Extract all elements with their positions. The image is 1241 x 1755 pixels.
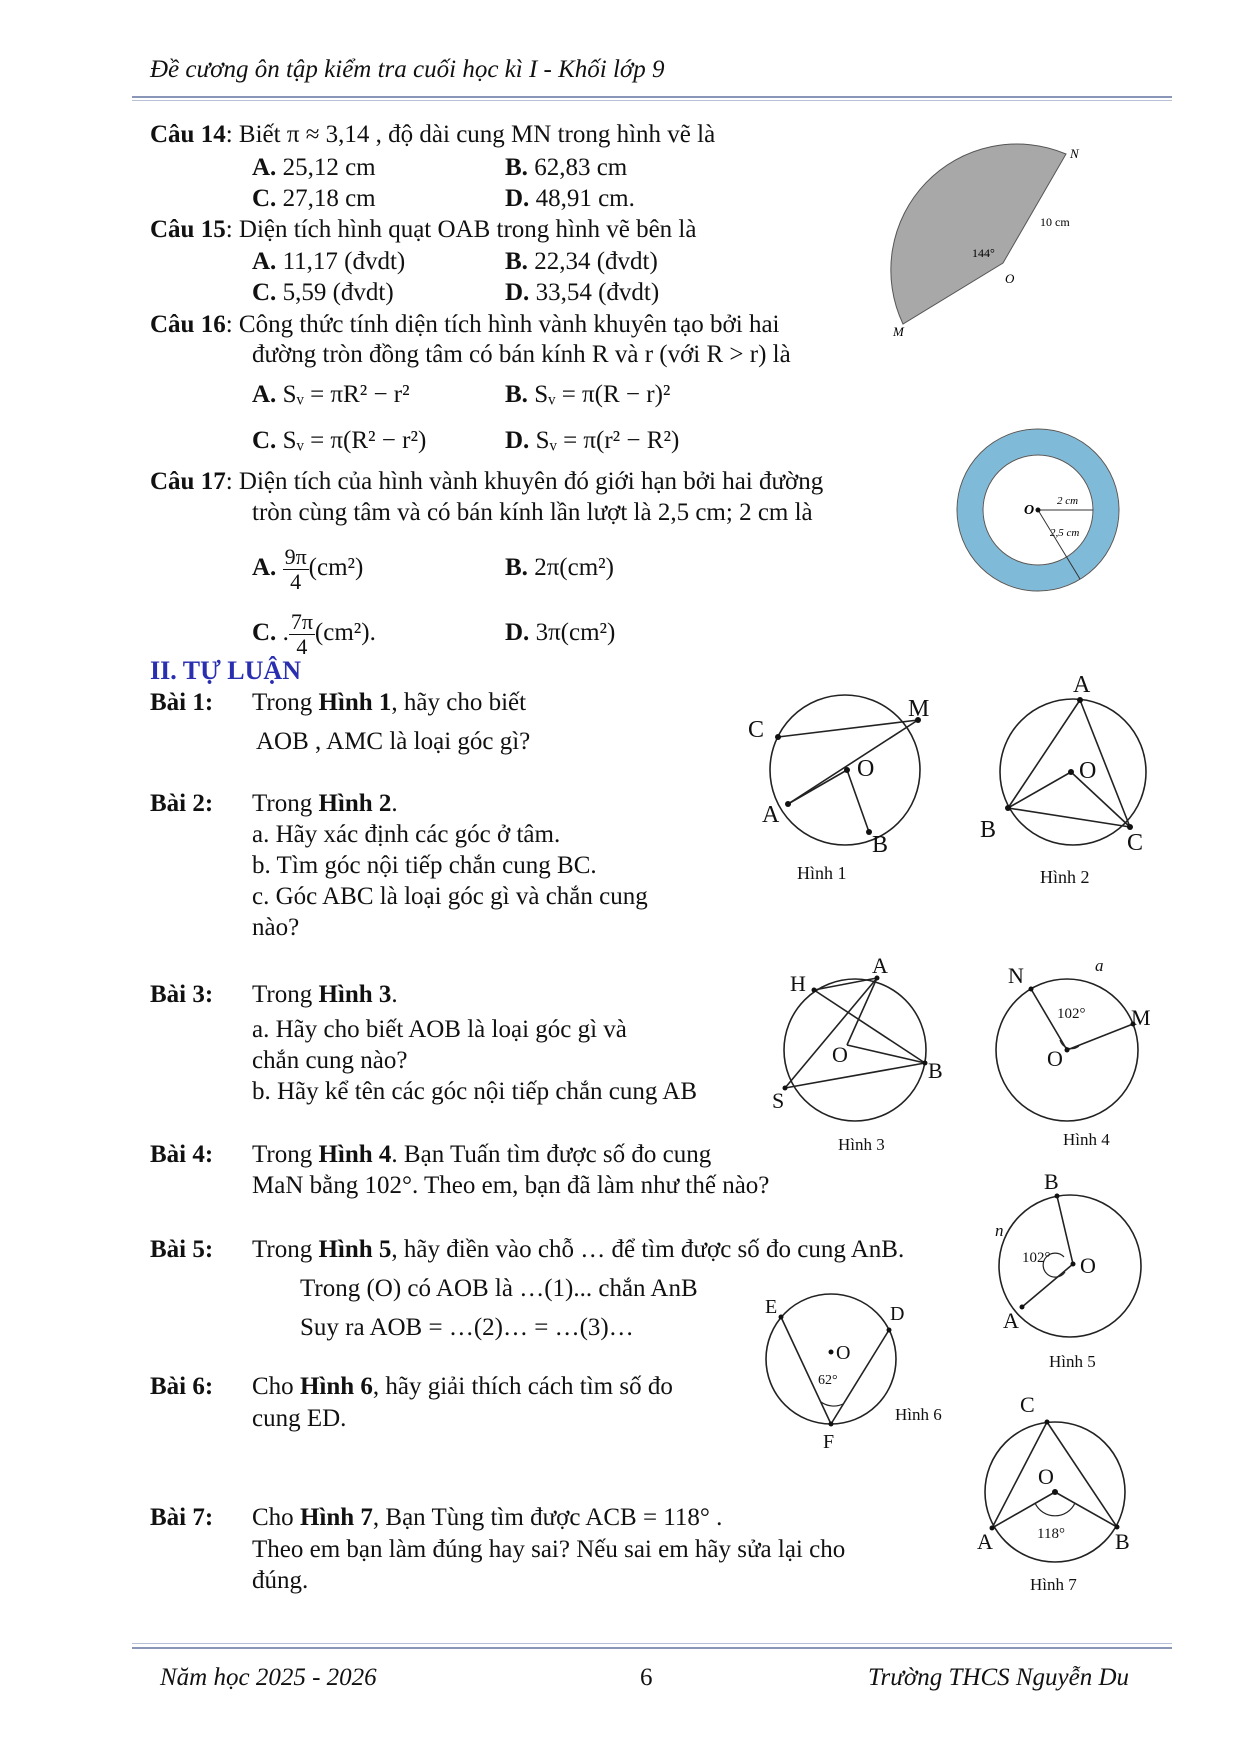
q14-option-c: C. 27,18 cm xyxy=(252,185,376,212)
h5-label-a: A xyxy=(1003,1308,1019,1333)
h1-label-m: M xyxy=(908,696,930,722)
label-radius: 10 cm xyxy=(1040,215,1070,229)
page-header: Đề cương ôn tập kiểm tra cuối học kì I - Khối lớp 9 xyxy=(150,56,665,83)
q14-stem: Câu 14: Biết π ≈ 3,14 , độ dài cung MN trong hình vẽ là xyxy=(150,121,716,148)
q15-option-b: B. 22,34 (đvdt) xyxy=(505,248,658,275)
h2-label-c: C xyxy=(1127,830,1144,856)
h6-label-o: O xyxy=(836,1342,851,1364)
bai7-line-1: Cho Hình 7, Bạn Tùng tìm được ACB = 118° . xyxy=(252,1504,723,1531)
h4-label-o: O xyxy=(1047,1046,1063,1071)
q16-stem-2: đường tròn đồng tâm có bán kính R và r (với R > r) là xyxy=(252,341,791,368)
h3-label-h: H xyxy=(790,971,806,996)
q14-option-d: D. 48,91 cm. xyxy=(505,185,635,212)
figure-hinh-6 xyxy=(766,1294,896,1424)
label-angle: 144° xyxy=(972,246,995,260)
h6-label-d: D xyxy=(890,1303,905,1325)
h6-label-angle: 62° xyxy=(818,1373,838,1388)
h3-label-a: A xyxy=(872,953,888,978)
footer-rule xyxy=(132,1647,1172,1649)
bai6-line-1: Cho Hình 6, hãy giải thích cách tìm số đo xyxy=(252,1373,673,1400)
label-r2: 2,5 cm xyxy=(1050,527,1080,539)
q16-option-b: B. Sᵥ = π(R − r)² xyxy=(505,381,671,408)
h1-caption: Hình 1 xyxy=(797,863,847,883)
h6-caption: Hình 6 xyxy=(895,1405,942,1424)
bai2-part-a: a. Hãy xác định các góc ở tâm. xyxy=(252,821,561,848)
h4-label-n: N xyxy=(1008,963,1024,988)
q16-option-a: A. Sᵥ = πR² − r² xyxy=(252,381,410,408)
q17-stem-2: tròn cùng tâm và có bán kính lần lượt là 2,5 cm; 2 cm là xyxy=(252,499,813,526)
bai6-label: Bài 6: xyxy=(150,1373,214,1400)
h5-caption: Hình 5 xyxy=(1049,1352,1096,1371)
h5-label-n: n xyxy=(995,1221,1004,1240)
q15-option-d: D. 33,54 (đvdt) xyxy=(505,279,660,306)
h1-label-o: O xyxy=(857,756,875,782)
q16-option-c: C. Sᵥ = π(R² − r²) xyxy=(252,427,427,454)
bai7-label: Bài 7: xyxy=(150,1504,214,1531)
bai1-line-2: AOB , AMC là loại góc gì? xyxy=(256,728,531,755)
bai4-line-2: MaN bằng 102°. Theo em, bạn đã làm như thế nào? xyxy=(252,1172,770,1199)
section-title: II. TỰ LUẬN xyxy=(150,656,301,685)
h7-label-b: B xyxy=(1115,1529,1130,1554)
h4-label-angle: 102° xyxy=(1057,1006,1086,1022)
sector-figure xyxy=(891,144,1080,339)
bai5-label: Bài 5: xyxy=(150,1236,214,1263)
h7-caption: Hình 7 xyxy=(1030,1575,1077,1594)
q14-option-a: A. 25,12 cm xyxy=(252,154,376,181)
h3-caption: Hình 3 xyxy=(838,1135,885,1154)
h1-label-c: C xyxy=(748,717,765,743)
q15-option-c: C. 5,59 (đvdt) xyxy=(252,279,394,306)
h2-caption: Hình 2 xyxy=(1040,867,1090,887)
bai2-part-b: b. Tìm góc nội tiếp chắn cung BC. xyxy=(252,852,597,879)
h1-label-a: A xyxy=(762,802,780,828)
h3-label-o: O xyxy=(832,1042,848,1067)
bai7-line-2: Theo em bạn làm đúng hay sai? Nếu sai em hãy sửa lại cho xyxy=(252,1536,846,1563)
h2-label-a: A xyxy=(1073,672,1091,698)
h3-label-s: S xyxy=(772,1088,785,1113)
bai1-line-1: Trong Hình 1, hãy cho biết xyxy=(252,689,527,716)
h4-label-m: M xyxy=(1131,1005,1151,1030)
h5-label-angle: 102° xyxy=(1022,1250,1051,1266)
q17-option-a: A. $\frac{9\pi}{4}$ (cm²) xyxy=(252,543,364,594)
q17-stem-1: Câu 17: Diện tích của hình vành khuyên đó giới hạn bởi hai đường xyxy=(150,468,824,495)
annulus-figure xyxy=(957,429,1119,591)
bai5-line-3: Suy ra AOB = …(2)… = …(3)… xyxy=(300,1314,634,1341)
h6-label-e: E xyxy=(765,1296,778,1318)
footer-rule-thin xyxy=(132,1643,1172,1644)
h2-label-b: B xyxy=(980,817,997,843)
bai6-line-2: cung ED. xyxy=(252,1405,347,1432)
h3-label-b: B xyxy=(928,1058,943,1083)
h4-caption: Hình 4 xyxy=(1063,1130,1110,1149)
h7-label-c: C xyxy=(1020,1392,1035,1417)
bai3-part-a-2: chắn cung nào? xyxy=(252,1047,408,1074)
q17-option-d: D. 3π(cm²) xyxy=(505,619,616,646)
footer-school: Trường THCS Nguyễn Du xyxy=(868,1664,1130,1691)
bai5-line-2: Trong (O) có AOB là …(1)... chắn AnB xyxy=(300,1275,698,1302)
bai5-line-1: Trong Hình 5, hãy điền vào chỗ … để tìm được số đo cung AnB. xyxy=(252,1236,905,1263)
bai2-part-c-2: nào? xyxy=(252,914,300,941)
q14-option-b: B. 62,83 cm xyxy=(505,154,628,181)
h5-label-o: O xyxy=(1080,1253,1096,1278)
h6-label-f: F xyxy=(823,1431,835,1453)
q16-option-d: D. Sᵥ = π(r² − R²) xyxy=(505,427,680,454)
label-o: O xyxy=(1005,271,1015,286)
label-o: O xyxy=(1024,503,1035,518)
h1-label-b: B xyxy=(872,832,889,858)
footer-page-number: 6 xyxy=(640,1664,653,1691)
h5-label-b: B xyxy=(1044,1169,1059,1194)
bai3-line-1: Trong Hình 3. xyxy=(252,981,398,1008)
bai3-part-b: b. Hãy kể tên các góc nội tiếp chắn cung AB xyxy=(252,1078,697,1105)
figure-hinh-5 xyxy=(999,1195,1141,1337)
bai3-label: Bài 3: xyxy=(150,981,214,1008)
bai2-line-1: Trong Hình 2. xyxy=(252,790,398,817)
footer-year: Năm học 2025 - 2026 xyxy=(160,1664,377,1691)
bai3-part-a-1: a. Hãy cho biết AOB là loại góc gì và xyxy=(252,1016,627,1043)
label-n: N xyxy=(1070,146,1079,161)
bai4-line-1: Trong Hình 4. Bạn Tuấn tìm được số đo cung xyxy=(252,1141,712,1168)
bai2-label: Bài 2: xyxy=(150,790,214,817)
bai4-label: Bài 4: xyxy=(150,1141,214,1168)
h7-label-o: O xyxy=(1038,1464,1054,1489)
h4-label-a: a xyxy=(1095,956,1104,975)
bai1-label: Bài 1: xyxy=(150,689,214,716)
bai7-line-3: đúng. xyxy=(252,1567,309,1594)
q17-option-b: B. 2π(cm²) xyxy=(505,554,614,581)
figure-hinh-3 xyxy=(784,978,926,1121)
bai2-part-c-1: c. Góc ABC là loại góc gì và chắn cung xyxy=(252,883,648,910)
q17-option-c: C. . $\frac{7\pi}{4}$ (cm²). xyxy=(252,608,376,659)
h7-label-angle: 118° xyxy=(1037,1526,1065,1542)
label-m: M xyxy=(893,324,904,339)
label-r1: 2 cm xyxy=(1057,495,1079,507)
q15-stem: Câu 15: Diện tích hình quạt OAB trong hình vẽ bên là xyxy=(150,216,697,243)
q16-stem-1: Câu 16: Công thức tính diện tích hình vành khuyên tạo bởi hai xyxy=(150,311,780,338)
h7-label-a: A xyxy=(977,1529,993,1554)
q15-option-a: A. 11,17 (đvdt) xyxy=(252,248,406,275)
h2-label-o: O xyxy=(1079,758,1097,784)
